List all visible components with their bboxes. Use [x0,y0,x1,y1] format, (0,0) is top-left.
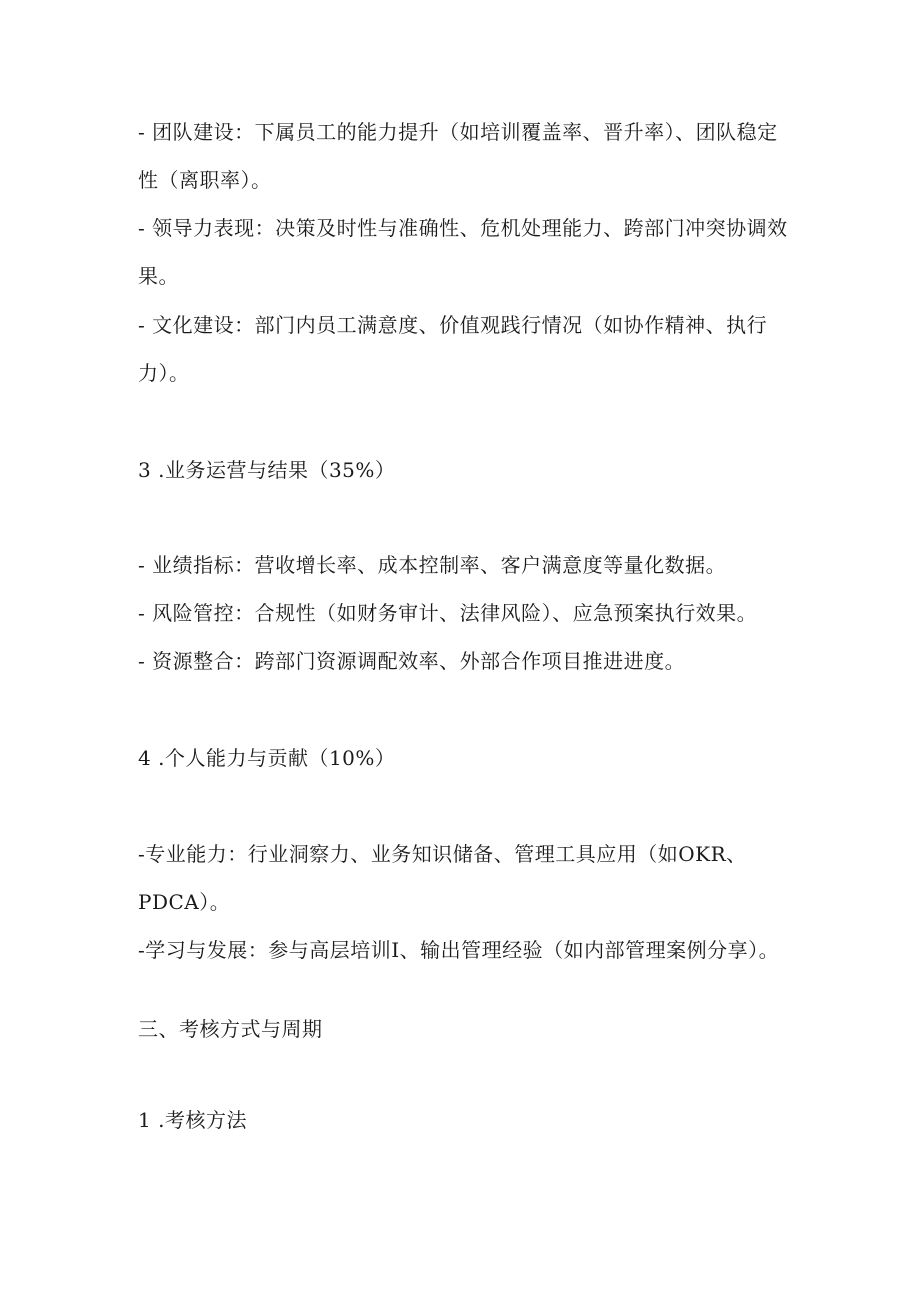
professional-ability-line-2: PDCA）。 [138,890,231,914]
chapter-3-title: 三、考核方式与周期 [138,1017,323,1041]
section-3-item: - 风险管控：合规性（如财务审计、法律风险）、应急预案执行效果。 [138,601,758,625]
professional-ability-line-1: -专业能力：行业洞察力、业务知识储备、管理工具应用（如OKR、 [138,842,747,866]
leadership-line-2: 果。 [138,264,179,288]
section-3-item: - 业绩指标：营收增长率、成本控制率、客户满意度等量化数据。 [138,553,727,577]
team-building-line-1: - 团队建设：下属员工的能力提升（如培训覆盖率、晋升率）、团队稳定 [138,120,778,144]
leadership-line-1: - 领导力表现：决策及时性与准确性、危机处理能力、跨部门冲突协调效 [138,216,788,240]
section-4-title: 4 .个人能力与贡献（10%） [138,746,396,770]
section-3-title: 3 .业务运营与结果（35%） [138,458,396,482]
culture-line-2: 力）。 [138,361,190,385]
section-3-item: - 资源整合：跨部门资源调配效率、外部合作项目推进进度。 [138,649,686,673]
method-title: 1 .考核方法 [138,1108,247,1132]
culture-line-1: - 文化建设：部门内员工满意度、价值观践行情况（如协作精神、执行 [138,313,768,337]
learning-development-line: -学习与发展：参与高层培训I、输出管理经验（如内部管理案例分享）。 [138,938,780,962]
team-building-line-2: 性（离职率）。 [138,168,272,192]
